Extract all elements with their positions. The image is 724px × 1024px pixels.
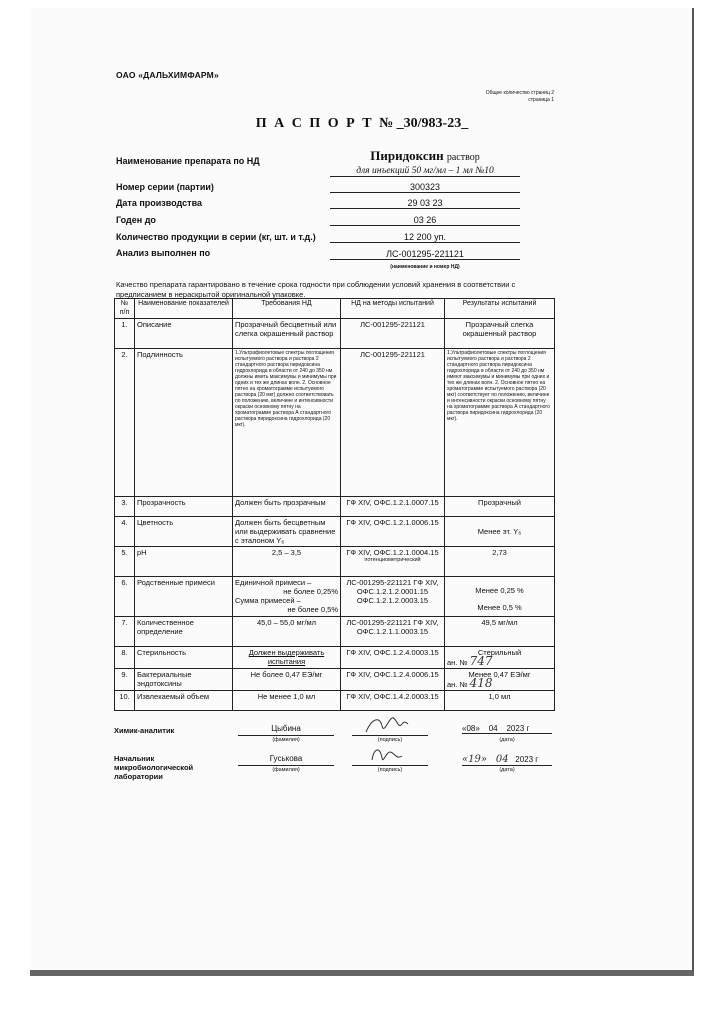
expiry-label: Годен до [116, 215, 156, 225]
lab-head-date-day: «19» [462, 754, 487, 765]
title-word: П А С П О Р Т [255, 116, 374, 131]
req-single-impurity: Единичной примеси – [235, 578, 312, 587]
lab-head-name: Гуськова [238, 754, 334, 766]
page-current: страница 1 [528, 96, 554, 103]
row-result: 1.Ультрафиолетовые спектры поглощения испытуемого раствора и раствора 2 стандартного раствора пиридоксина гидрохлорида в области от 240 до 350 нм имеют максимумы и минимумы при одних и тех же длинах волн. 2. Основное пятно на хроматограмме испытуемого раствора (20 мкг) соответствует по положению, величине и интенсивности окраски основному пятну на хроматограмме раствора А стандартного раствора пиридоксина гидрохлорида (20 мкг). [445, 349, 555, 497]
row-result: 2,73 [445, 547, 555, 577]
table-row [115, 617, 555, 647]
result-text: Менее 0,47 ЕЭ/мг [468, 670, 531, 679]
drug-name-value: Пиридоксин [370, 148, 444, 163]
row-method: ГФ XIV, ОФС.1.2.4.0006.15 [341, 669, 445, 691]
row-requirement: Должен выдерживать испытания [233, 647, 341, 669]
row-indicator: Бактериальные эндотоксины [135, 669, 233, 691]
pages-total: Общее количество страниц 2 [485, 90, 554, 96]
row-method: ГФ XIV, ОФС.1.4.2.0003.15 [341, 691, 445, 711]
result-analysis-no [447, 654, 552, 668]
table-row [115, 669, 555, 691]
req-sum-limit: не более 0,5% [287, 605, 338, 614]
row-result: Прозрачный [445, 497, 555, 517]
header-results: Результаты испытаний [445, 299, 555, 319]
chemist-date-day: «08» [462, 724, 480, 733]
row-requirement: Прозрачный бесцветный или слегка окрашенный раствор [233, 319, 341, 349]
lab-head-name-caption: (фамилия) [272, 767, 300, 773]
table-row [115, 517, 555, 547]
req-sum-impurities: Сумма примесей – [235, 596, 301, 605]
analysis-label: Анализ выполнен по [116, 248, 211, 258]
lab-head-signature-caption: (подпись) [377, 767, 403, 773]
row-indicator: Цветность [135, 517, 233, 547]
table-row [115, 349, 555, 497]
drug-form-value: для инъекций 50 мг/мл – 1 мл №10 [330, 166, 520, 177]
analysis-value: ЛС-001295-221121 [330, 249, 520, 260]
company-name: ОАО «ДАЛЬХИМФАРМ» [116, 70, 219, 80]
row-number: 2. [115, 349, 135, 497]
handwritten-analysis-number: 418 [469, 676, 493, 690]
chemist-name-caption: (фамилия) [272, 737, 300, 743]
row-method: ЛС-001295-221121 [341, 319, 445, 349]
row-number: 8. [115, 647, 135, 669]
table-row [115, 497, 555, 517]
passport-title [0, 116, 724, 132]
result-analysis-no [447, 676, 552, 690]
chemist-signature [362, 712, 412, 738]
row-number: 1. [115, 319, 135, 349]
row-indicator: Описание [135, 319, 233, 349]
row-result [445, 577, 555, 617]
drug-name-suffix: раствор [446, 152, 480, 163]
table-row [115, 691, 555, 711]
row-number: 3. [115, 497, 135, 517]
lab-head-date-month: 04 [495, 754, 509, 765]
lab-head-signature [368, 742, 408, 768]
table-row [115, 647, 555, 669]
row-indicator: Количественное определение [135, 617, 233, 647]
row-indicator: Родственные примеси [135, 577, 233, 617]
result-text: Стерильный [477, 648, 522, 657]
drug-name [330, 148, 520, 164]
chemist-role: Химик-аналитик [114, 726, 175, 735]
lab-head-date-caption: (дата) [499, 767, 515, 773]
chemist-date-caption: (дата) [499, 737, 515, 743]
header-number: № п/п [115, 299, 135, 319]
table-row [115, 319, 555, 349]
series-value: 300323 [330, 182, 520, 193]
row-requirement: 1.Ультрафиолетовые спектры поглощения испытуемого раствора и раствора 2 стандартного раствора пиридоксина гидрохлорида в области от 240 до 350 нм должны иметь максимумы и минимумы при одних и тех же длинах волн. 2. Основное пятно на хроматограмме испытуемого раствора (20 мкг) должно соответствовать по положению, величине и интенсивности окраски основному пятну на хроматограмме раствора А стандартного раствора пиридоксина гидрохлорида (20 мкг). [233, 349, 341, 497]
page-count [434, 90, 554, 103]
row-requirement: Должен быть прозрачным [233, 497, 341, 517]
result-an-label: ан. № [447, 658, 468, 667]
result-sum: Менее 0,5 % [477, 603, 522, 612]
handwritten-analysis-number: 747 [469, 654, 493, 668]
row-method: ЛС-001295-221121 ГФ XIV, ОФС.1.2.1.2.0001.15 ОФС.1.2.1.2.0003.15 [341, 577, 445, 617]
results-table [114, 298, 555, 711]
row-method: ЛС-001295-221121 [341, 349, 445, 497]
table-header-row [115, 299, 555, 319]
row-result: 49,5 мг/мл [445, 617, 555, 647]
row-number: 6. [115, 577, 135, 617]
chemist-name: Цыбина [238, 724, 334, 736]
row-number: 5. [115, 547, 135, 577]
quantity-label: Количество продукции в серии (кг, шт. и т.д.) [116, 232, 316, 242]
production-date-value: 29 03 23 [330, 198, 520, 209]
header-method: НД на методы испытаний [341, 299, 445, 319]
row-method: ГФ XIV, ОФС.1.2.4.0003.15 [341, 647, 445, 669]
row-number: 10. [115, 691, 135, 711]
series-label: Номер серии (партии) [116, 182, 214, 192]
quantity-value: 12 200 уп. [330, 232, 520, 243]
row-method: ЛС-001295-221121 ГФ XIV, ОФС.1.2.1.1.0003.15 [341, 617, 445, 647]
table-row [115, 547, 555, 577]
production-date-label: Дата производства [116, 198, 202, 208]
method-text: ГФ XIV, ОФС.1.2.1.0004.15 [346, 548, 439, 557]
row-indicator: Подлинность [135, 349, 233, 497]
row-requirement: Не менее 1,0 мл [233, 691, 341, 711]
analysis-caption: (наименование и номер НД) [390, 264, 460, 270]
lab-head-date-year: 2023 г [515, 755, 539, 764]
header-indicator: Наименование показателей [135, 299, 233, 319]
header-requirements: Требования НД [233, 299, 341, 319]
table-row [115, 577, 555, 617]
row-result: 1,0 мл [445, 691, 555, 711]
row-result [445, 669, 555, 691]
drug-name-label: Наименование препарата по НД [116, 156, 260, 166]
chemist-date-year: 2023 г [506, 724, 530, 733]
chemist-date [462, 724, 552, 734]
row-indicator: рН [135, 547, 233, 577]
method-note: потенциометрический [364, 557, 421, 563]
row-method [341, 547, 445, 577]
row-requirement: 2,5 – 3,5 [233, 547, 341, 577]
chemist-date-month: 04 [488, 724, 498, 733]
row-method: ГФ XIV, ОФС.1.2.1.0006.15 [341, 517, 445, 547]
row-indicator: Стерильность [135, 647, 233, 669]
row-number: 7. [115, 617, 135, 647]
quality-note: Качество препарата гарантировано в течение срока годности при соблюдении условий хранения в соответствии с предписанием в нераскрытой оригинальной упаковке. [116, 280, 516, 299]
row-requirement [233, 577, 341, 617]
result-single: Менее 0,25 % [475, 586, 524, 595]
expiry-value: 03 26 [330, 215, 520, 226]
row-number: 4. [115, 517, 135, 547]
row-result [445, 647, 555, 669]
row-result: Прозрачный слегка окрашенный раствор [445, 319, 555, 349]
chemist-signature-caption: (подпись) [377, 737, 403, 743]
row-indicator: Прозрачность [135, 497, 233, 517]
row-requirement: 45,0 – 55,0 мг/мл [233, 617, 341, 647]
req-single-limit: не более 0,25% [283, 587, 338, 596]
row-method: ГФ XIV, ОФС.1.2.1.0007.15 [341, 497, 445, 517]
row-requirement: Не более 0,47 ЕЭ/мг [233, 669, 341, 691]
row-result: Менее эт. Y₆ [445, 517, 555, 547]
passport-number: № _30/983-23_ [379, 116, 469, 131]
row-number: 9. [115, 669, 135, 691]
result-an-label: ан. № [447, 680, 468, 689]
row-requirement: Должен быть бесцветным или выдерживать сравнение с эталоном Y₆ [233, 517, 341, 547]
lab-head-role: Начальник микробиологической лаборатории [114, 754, 194, 781]
row-indicator: Извлекаемый объем [135, 691, 233, 711]
lab-head-date [462, 754, 552, 766]
